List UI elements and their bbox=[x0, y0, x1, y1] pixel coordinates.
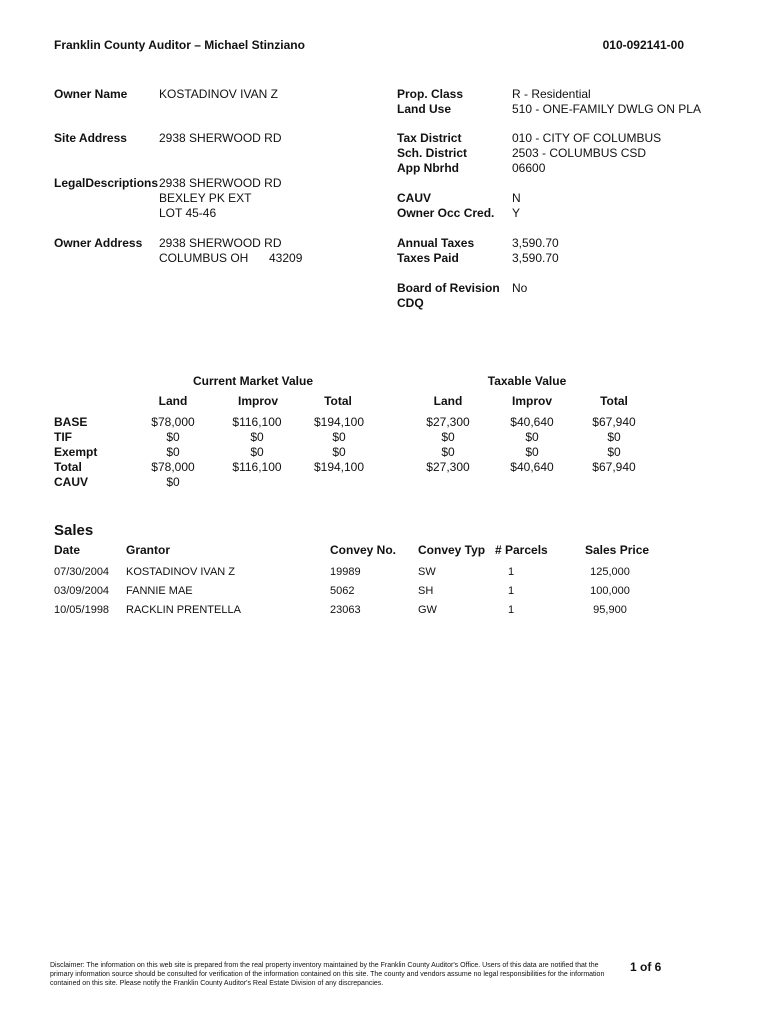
sale-grantor: RACKLIN PRENTELLA bbox=[126, 604, 241, 616]
market-improv-header: Improv bbox=[237, 394, 278, 408]
cdq-label: CDQ bbox=[397, 296, 424, 310]
prop-class-label: Prop. Class bbox=[397, 87, 464, 101]
taxes-paid-label: Taxes Paid bbox=[397, 251, 459, 265]
taxable-total-column bbox=[574, 415, 654, 475]
taxable-improv-column bbox=[492, 415, 572, 475]
sales-header-price: Sales Price bbox=[585, 543, 650, 557]
value-cell: $0 bbox=[166, 475, 180, 489]
value-cell: $116,100 bbox=[232, 460, 282, 474]
sale-price: 125,000 bbox=[590, 566, 630, 578]
sale-grantor: KOSTADINOV IVAN Z bbox=[126, 566, 235, 578]
owner-address-line1: 2938 SHERWOOD RD bbox=[159, 236, 282, 250]
legal-line: BEXLEY PK EXT bbox=[159, 191, 252, 205]
value-cell: $0 bbox=[441, 445, 455, 459]
app-nbrhd-label: App Nbrhd bbox=[397, 161, 459, 175]
market-land-column bbox=[133, 415, 213, 490]
value-cell: $116,100 bbox=[232, 415, 282, 429]
value-cell: $194,100 bbox=[313, 415, 365, 429]
taxable-land-column bbox=[408, 415, 488, 475]
sale-date: 07/30/2004 bbox=[54, 566, 110, 578]
sale-convey-typ: SW bbox=[418, 566, 436, 578]
annual-taxes-label: Annual Taxes bbox=[397, 236, 475, 250]
taxable-improv-header: Improv bbox=[511, 394, 552, 408]
sale-grantor: FANNIE MAE bbox=[126, 585, 193, 597]
sale-parcels: 1 bbox=[508, 604, 515, 616]
sales-header-parcels: # Parcels bbox=[495, 543, 548, 557]
owner-name-value: KOSTADINOV IVAN Z bbox=[159, 87, 278, 101]
current-market-title: Current Market Value bbox=[192, 374, 314, 388]
app-nbrhd-value: 06600 bbox=[512, 161, 546, 175]
value-cell: $40,640 bbox=[510, 460, 554, 474]
sale-date: 03/09/2004 bbox=[54, 585, 110, 597]
sale-parcels: 1 bbox=[508, 566, 515, 578]
sch-district-label: Sch. District bbox=[397, 146, 468, 160]
taxable-land-header: Land bbox=[433, 394, 463, 408]
market-total-header: Total bbox=[324, 394, 352, 408]
value-cell: $67,940 bbox=[592, 460, 636, 474]
taxable-value-title: Taxable Value bbox=[487, 374, 567, 388]
sale-convey-no: 23063 bbox=[330, 604, 361, 616]
owner-address-zip: 43209 bbox=[269, 251, 303, 265]
owner-address-label: Owner Address bbox=[54, 236, 143, 250]
sch-district-value: 2503 - COLUMBUS CSD bbox=[512, 146, 647, 160]
legal-line: 2938 SHERWOOD RD bbox=[159, 176, 282, 190]
sale-convey-typ: SH bbox=[418, 585, 434, 597]
value-cell: $0 bbox=[607, 430, 621, 444]
owner-occ-label: Owner Occ Cred. bbox=[397, 206, 495, 220]
sale-date: 10/05/1998 bbox=[54, 604, 110, 616]
legal-line: LOT 45-46 bbox=[159, 206, 217, 220]
row-label-total: Total bbox=[54, 460, 82, 474]
site-address-label: Site Address bbox=[54, 131, 127, 145]
sales-header-grantor: Grantor bbox=[126, 543, 171, 557]
sale-convey-no: 19989 bbox=[330, 566, 361, 578]
tax-district-label: Tax District bbox=[397, 131, 462, 145]
market-land-header: Land bbox=[158, 394, 188, 408]
sale-parcels: 1 bbox=[508, 585, 515, 597]
annual-taxes-value: 3,590.70 bbox=[512, 236, 559, 250]
legal-description-label: LegalDescriptions bbox=[54, 176, 159, 190]
value-cell: $0 bbox=[525, 430, 539, 444]
taxes-paid-value: 3,590.70 bbox=[512, 251, 559, 265]
row-label-exempt: Exempt bbox=[54, 445, 98, 459]
value-cell: $0 bbox=[607, 445, 621, 459]
tax-district-value: 010 - CITY OF COLUMBUS bbox=[512, 131, 662, 145]
owner-address-city: COLUMBUS OH bbox=[159, 251, 249, 265]
value-cell: $27,300 bbox=[426, 460, 470, 474]
sales-header-convey-no: Convey No. bbox=[330, 543, 397, 557]
sale-convey-typ: GW bbox=[418, 604, 437, 616]
page-title: Franklin County Auditor – Michael Stinziano bbox=[54, 38, 305, 52]
sales-title: Sales bbox=[54, 522, 94, 539]
value-cell: $194,100 bbox=[313, 460, 365, 474]
taxable-total-header: Total bbox=[600, 394, 628, 408]
value-cell: $27,300 bbox=[426, 415, 470, 429]
value-cell: $67,940 bbox=[592, 415, 636, 429]
prop-class-value: R - Residential bbox=[512, 87, 591, 101]
site-address-value: 2938 SHERWOOD RD bbox=[159, 131, 282, 145]
value-cell: $0 bbox=[166, 430, 180, 444]
land-use-value: 510 - ONE-FAMILY DWLG ON PLA bbox=[512, 102, 701, 116]
value-cell: $0 bbox=[166, 445, 180, 459]
cauv-value: N bbox=[512, 191, 521, 205]
value-cell: $40,640 bbox=[510, 415, 554, 429]
market-total-column bbox=[299, 415, 379, 475]
value-cell: $0 bbox=[250, 445, 264, 459]
board-of-revision-value: No bbox=[512, 281, 528, 295]
owner-name-label: Owner Name bbox=[54, 87, 128, 101]
owner-occ-value: Y bbox=[512, 206, 521, 220]
board-of-revision-label: Board of Revision bbox=[397, 281, 500, 295]
sales-header-convey-typ: Convey Typ bbox=[418, 543, 486, 557]
parcel-id: 010-092141-00 bbox=[602, 38, 684, 52]
sale-convey-no: 5062 bbox=[330, 585, 355, 597]
row-label-tif: TIF bbox=[54, 430, 72, 444]
sale-price: 100,000 bbox=[590, 585, 630, 597]
value-cell: $0 bbox=[441, 430, 455, 444]
value-cell: $78,000 bbox=[151, 460, 195, 474]
page-number: 1 of 6 bbox=[630, 960, 662, 974]
sales-header-date: Date bbox=[54, 543, 81, 557]
value-cell: $0 bbox=[525, 445, 539, 459]
row-label-base: BASE bbox=[54, 415, 88, 429]
value-cell: $78,000 bbox=[151, 415, 195, 429]
disclaimer-text: Disclaimer: The information on this web site is prepared from the real property inventory maintained by the Franklin County Auditor's Office. Users of this data are notified that the primary information source should be consulted for verification of the information contained on this site. The county and vendors assume no legal responsibilities for the information contained on this site. Please notify the Franklin County Auditor's Real Estate Division of any discrepancies. bbox=[50, 962, 605, 987]
value-cell: $0 bbox=[250, 430, 264, 444]
land-use-label: Land Use bbox=[397, 102, 452, 116]
cauv-label: CAUV bbox=[397, 191, 432, 205]
sale-price: 95,900 bbox=[593, 604, 627, 616]
legal-description-value bbox=[159, 176, 281, 221]
row-label-cauv: CAUV bbox=[54, 475, 89, 489]
value-cell: $0 bbox=[332, 430, 346, 444]
market-improv-column bbox=[217, 415, 297, 475]
value-row-labels bbox=[54, 415, 97, 490]
value-cell: $0 bbox=[332, 445, 346, 459]
